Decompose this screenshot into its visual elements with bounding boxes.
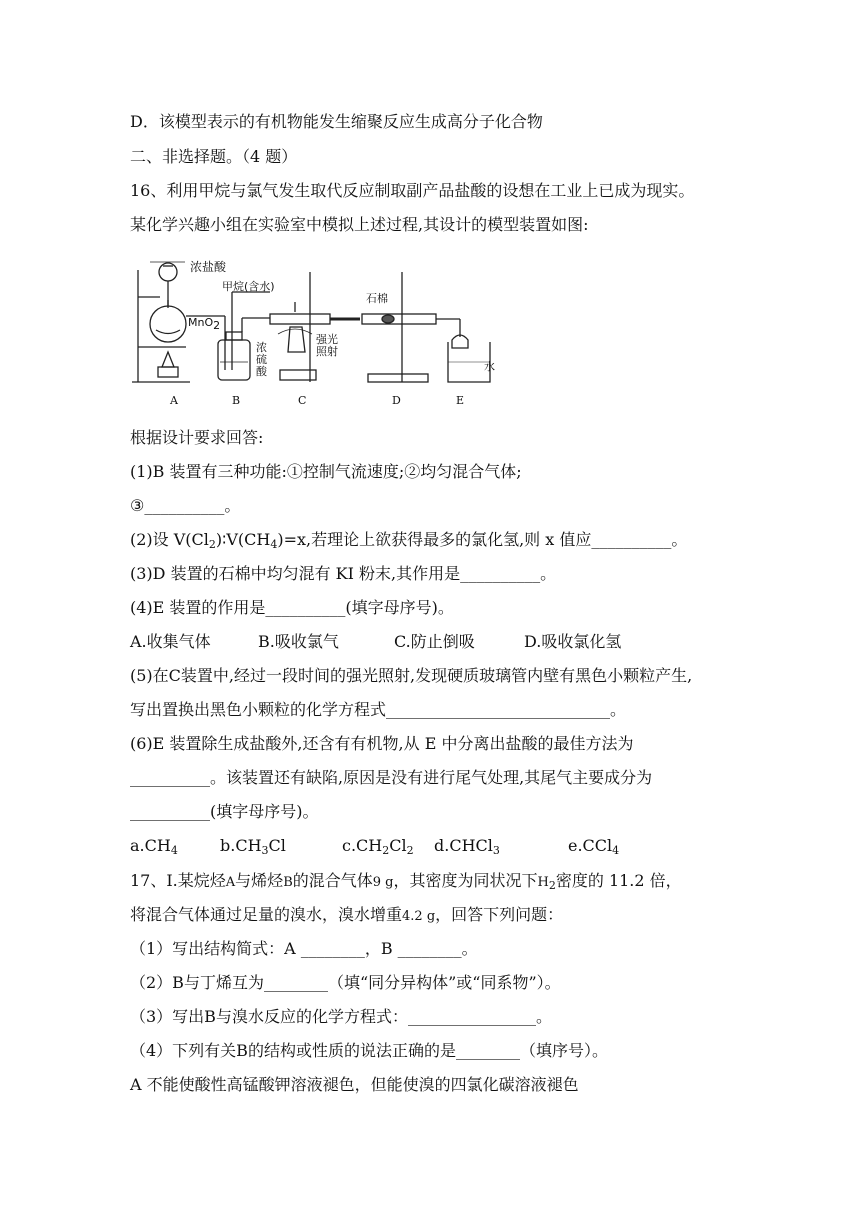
q17-part1: （1）写出结构简式：A ________，B ________。 [130,939,478,958]
q16-part6-b: __________。该装置还有缺陷,原因是没有进行尾气处理,其尾气主要成分为 [130,768,653,787]
label-methane: 甲烷(含水) [222,280,275,293]
label-d: D [392,394,401,407]
q17-option-a: A 不能使酸性高锰酸钾溶液褪色，但能使溴的四氯化碳溶液褪色 [130,1075,579,1094]
q17-intro-1: 17、Ⅰ.某烷烃A与烯烃B的混合气体9 g，其密度为同状况下$H_2$密度的 11.2 倍， [130,871,682,892]
label-b: B [232,394,241,407]
label-conc-hcl: 浓盐酸 [190,260,227,274]
q16-answer-heading: 根据设计要求回答: [130,428,264,447]
section-heading: 二、非选择题。（4 题） [130,147,298,166]
label-asbestos: 石棉 [366,292,388,305]
q17-intro-2: 将混合气体通过足量的溴水，溴水增重4.2 g，回答下列问题： [130,905,564,924]
label-c: C [298,394,307,407]
label-conc-h2so4: 浓 硫 酸 [256,341,267,378]
label-water: 水 [484,360,495,373]
label-strong-light: 强光 照射 [316,333,338,358]
q17-part3: （3）写出B与溴水反应的化学方程式：________________。 [130,1007,552,1026]
q16-part5-a: (5)在C装置中,经过一段时间的强光照射,发现硬质玻璃管内壁有黑色小颗粒产生, [130,666,693,685]
label-e: E [456,394,465,407]
q16-part1-b: ③__________。 [130,496,241,515]
option-d: D．该模型表示的有机物能发生缩聚反应生成高分子化合物 [130,112,543,131]
apparatus-figure [130,252,510,412]
q17-part4: （4）下列有关B的结构或性质的说法正确的是________（填序号）。 [130,1041,608,1060]
q16-part6-options: $a.CH_4$ $b.CH_3Cl$ $c.CH_2Cl_2$ d.CHCl$_3$ e.CCl$_4$ [130,836,620,857]
q16-part5-b: 写出置换出黑色小颗粒的化学方程式____________________________。 [130,700,627,719]
q17-part2: （2）B与丁烯互为________（填“同分异构体”或“同系物”）。 [130,973,561,992]
q16-intro-2: 某化学兴趣小组在实验室中模拟上述过程,其设计的模型装置如图: [130,215,589,234]
label-a: A [170,394,178,407]
q16-part6-c: __________(填字母序号)。 [130,802,319,821]
q16-part4-options: A.收集气体 B.吸收氯气 C.防止倒吸 D.吸收氯化氢 [130,632,622,651]
q16-intro-1: 16、利用甲烷与氯气发生取代反应制取副产品盐酸的设想在工业上已成为现实。 [130,181,695,200]
label-mno2: MnO$_2$ [188,316,221,332]
q16-part1-a: (1)B 装置有三种功能:①控制气流速度;②均匀混合气体; [130,462,522,481]
q16-part2: (2)设 $V(Cl_2)∶V(CH_4)=x$,若理论上欲获得最多的氯化氢,则 x 值应__________。 [130,530,688,551]
q16-part3: (3)D 装置的石棉中均匀混有 KI 粉末,其作用是__________。 [130,564,557,583]
q16-part6-a: (6)E 装置除生成盐酸外,还含有有机物,从 E 中分离出盐酸的最佳方法为 [130,734,634,753]
q16-part4: (4)E 装置的作用是__________(填字母序号)。 [130,598,454,617]
